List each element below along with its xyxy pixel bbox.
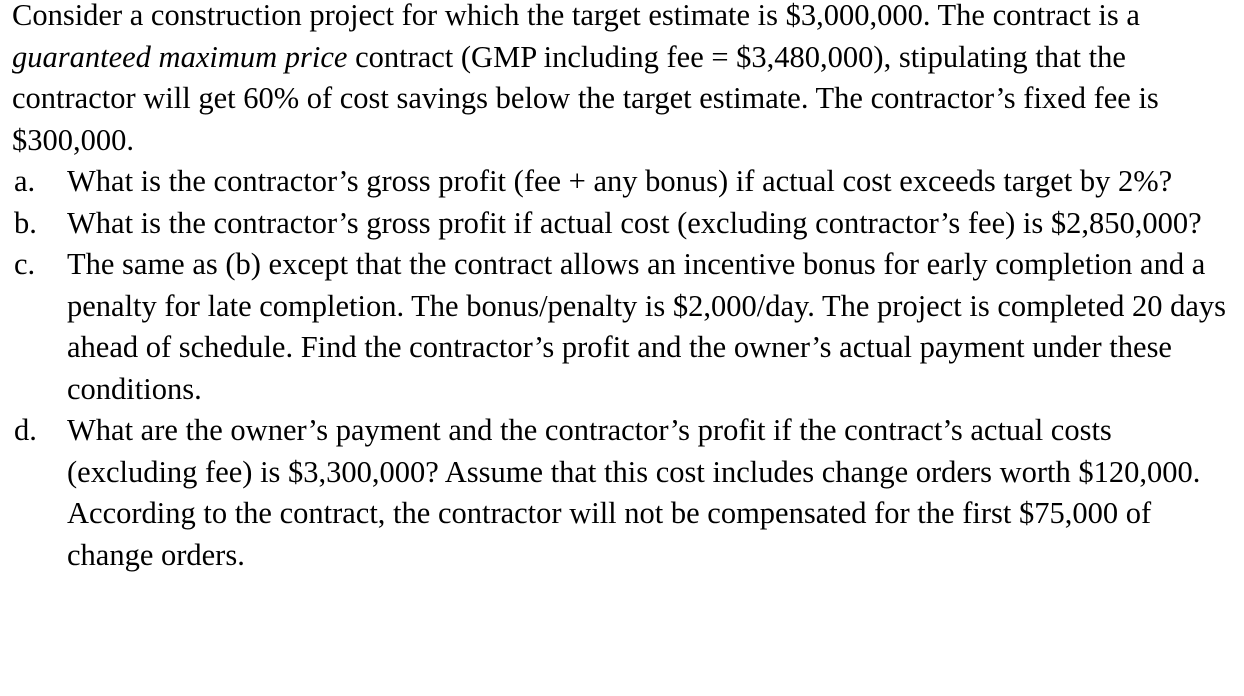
question-text: The same as (b) except that the contract allows an incentive bonus for early completion and a penalty for late completion. The bonus/penalty is $2,000/day. The project is completed 20 days ahead of schedule. Find the contractor’s profit and the owner’s actual payment under these conditions. xyxy=(67,247,1227,406)
question-list xyxy=(12,161,1226,576)
intro-text-part1: Consider a construction project for which the target estimate is $3,000,000. The contract is a xyxy=(12,0,1140,32)
question-text: What is the contractor’s gross profit (fee + any bonus) if actual cost exceeds target by 2%? xyxy=(67,164,1173,198)
problem-intro xyxy=(12,0,1226,161)
question-text: What are the owner’s payment and the contractor’s profit if the contract’s actual costs (excluding fee) is $3,300,000? Assume that this cost includes change orders worth $120,000. According to the contract, the contractor will not be compensated for the first $75,000 of change orders. xyxy=(67,413,1201,572)
question-text: What is the contractor’s gross profit if actual cost (excluding contractor’s fee) is $2,850,000? xyxy=(67,205,1202,240)
intro-emphasis: guaranteed maximum price xyxy=(12,39,348,74)
question-label: c. xyxy=(14,247,36,281)
question-label: b. xyxy=(14,205,37,240)
question-b xyxy=(12,203,1226,245)
question-d xyxy=(12,410,1226,576)
question-label: a. xyxy=(14,164,36,198)
question-c xyxy=(12,244,1226,410)
question-a xyxy=(12,161,1226,203)
question-label: d. xyxy=(14,413,37,447)
intro-text-part2: contract (GMP including fee = $3,480,000), stipulating that the contractor will get 60% of cost savings below the target estimate. The contractor’s fixed fee is $300,000. xyxy=(12,39,1159,157)
